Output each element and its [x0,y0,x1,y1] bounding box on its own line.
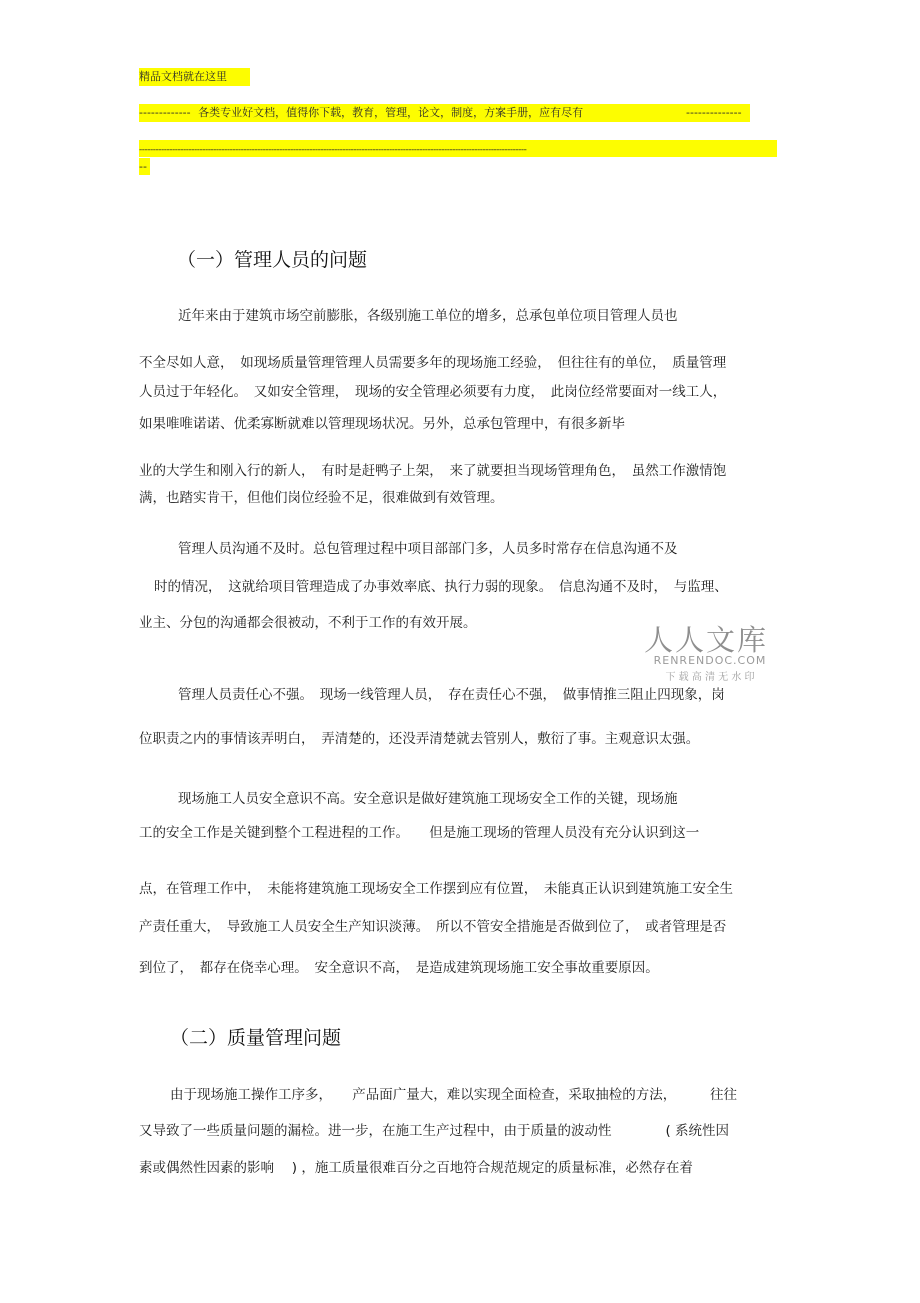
paragraph-line: 由于现场施工操作工序多， 产品面广量大，难以实现全面检查，采取抽检的方法， 往往 [170,1087,737,1103]
section-1-heading: （一）管理人员的问题 [177,249,368,271]
paragraph-line: 近年来由于建筑市场空前膨胀，各级别施工单位的增多，总承包单位项目管理人员也 [178,308,678,324]
paragraph-line: 到位了， 都存在侥幸心理。 安全意识不高， 是造成建筑现场施工安全事故重要原因。 [139,960,659,976]
banner-line-1 [139,68,250,86]
watermark-slogan: 下 载 高 清 无 水 印 [665,672,755,683]
banner-slogan: 各类专业好文档，值得你下载，教育，管理，论文，制度，方案手册，应有尽有 [198,106,584,119]
watermark-title: 人人文库 [643,623,768,657]
paragraph-line: 满，也踏实肯干，但他们岗位经验不足，很难做到有效管理。 [139,490,504,506]
watermark [640,618,780,684]
paragraph-line: 产责任重大， 导致施工人员安全生产知识淡薄。 所以不管安全措施是否做到位了， 或者管理是否 [139,919,727,935]
paragraph-line: 业主、分包的沟通都会很被动，不利于工作的有效开展。 [139,615,477,631]
paragraph-line: 业的大学生和刚入行的新人， 有时是赶鸭子上架， 来了就要担当现场管理角色， 虽然工作激情饱 [139,463,727,479]
paragraph-line: 现场施工人员安全意识不高。安全意识是做好建筑施工现场安全工作的关键，现场施 [178,791,678,807]
paragraph-line: 点，在管理工作中， 未能将建筑施工现场安全工作摆到应有位置， 未能真正认识到建筑施工安全生 [139,881,733,897]
banner-dashes-short: -- [139,160,147,173]
banner-line-2 [139,104,750,122]
paragraph-line: 不全尽如人意， 如现场质量管理管理人员需要多年的现场施工经验， 但往往有的单位， 质量管理 [139,355,727,371]
section-2-heading: （二）质量管理问题 [170,1027,342,1049]
watermark-domain: RENRENDOC.COM [653,654,767,667]
paragraph-line: 管理人员沟通不及时。总包管理过程中项目部部门多，人员多时常存在信息沟通不及 [178,541,678,557]
paragraph-line: 如果唯唯诺诺、优柔寡断就难以管理现场状况。另外，总承包管理中，有很多新毕 [139,416,625,432]
paragraph-line: 素或偶然性因素的影响 ) ，施工质量很难百分之百地符合规范规定的质量标准，必然存在着 [139,1160,693,1176]
banner-line-4 [139,158,150,175]
paragraph-line: 位职责之内的事情该弄明白， 弄清楚的，还没弄清楚就去管别人，敷衍了事。主观意识太强。 [139,731,700,747]
paragraph-line: 时的情况， 这就给项目管理造成了办事效率底、执行力弱的现象。 信息沟通不及时， 与监理、 [154,579,728,595]
banner-dashes-right: -------------- [686,106,742,119]
paragraph-line: 又导致了一些质量问题的漏检。进一步，在施工生产过程中，由于质量的波动性 ( 系统性因 [139,1123,730,1139]
paragraph-line: 人员过于年轻化。 又如安全管理， 现场的安全管理必须要有力度， 此岗位经常要面对一线工人， [139,384,727,400]
banner-dashes-left: ------------- [139,106,191,119]
paragraph-line: 管理人员责任心不强。 现场一线管理人员， 存在责任心不强， 做事情推三阻止四现象，岗 [178,687,725,703]
banner-line-3 [139,140,777,157]
banner-title: 精品文档就在这里 [139,70,227,83]
paragraph-line: 工的安全工作是关键到整个工程进程的工作。 但是施工现场的管理人员没有充分认识到这一 [139,825,700,841]
banner-dashes-long: --------------------------------------------------------------------------------------------------------------------------------------------- [139,145,527,155]
